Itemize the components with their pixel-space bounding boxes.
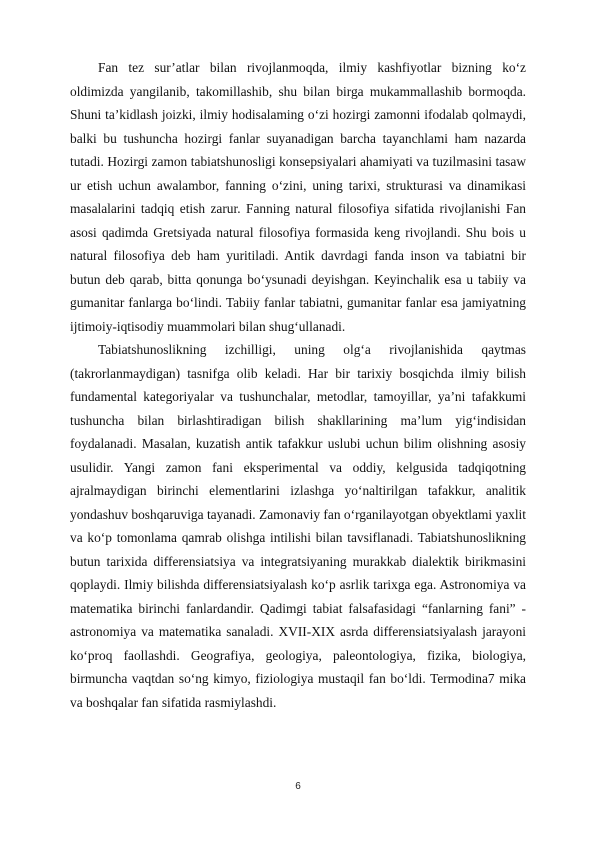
paragraph-2: Tabiatshunoslikning izchilligi, uning olg‘a rivojlanishida qaytmas (takrorlanmaydigan) tasnifga olib keladi. Har bir tarixiy bosqichda ilmiy bilish fundamental kategoriyalar va tushunchalar, metodlar, tamoyillar, ya’ni tafakkumi tushuncha bilan birlashtiradigan bilish shakllarining ma’lum yig‘indisidan foydalanadi. Masalan, kuzatish antik tafakkur uslubi uchun bilim olishning asosiy usulidir. Yangi zamon fani eksperimental va oddiy, kelgusida tadqiqotning ajralmaydigan birinchi elementlarini izlashga yo‘naltirilgan tafakkur, analitik yondashuv boshqaruviga tayanadi. Zamonaviy fan o‘rganilayotgan obyektlami yaxlit va ko‘p tomonlama qamrab olishga intilishi bilan tavsiflanadi. Tabiatshunoslikning butun tarixida differensiatsiya va integratsiyaning murakkab dialektik birikmasini qoplaydi. Ilmiy bilishda differensiatsiyalash ko‘p asrlik tarixga ega. Astronomiya va matematika birinchi fanlardandir. Qadimgi tabiat falsafasidagi “fanlarning fani” - astronomiya va matematika sanaladi. XVII-XIX asrda differensiatsiyalash jarayoni ko‘proq faollashdi. Geografiya, geologiya, paleontologiya, fizika, biologiya, birmuncha vaqtdan so‘ng kimyo, fiziologiya mustaqil fan bo‘ldi. Termodina7 mika va boshqalar fan sifatida rasmiylashdi. [70, 342, 526, 710]
paragraph-1: Fan tez sur’atlar bilan rivojlanmoqda, ilmiy kashfiyotlar bizning ko‘z oldimizda yangilanib, takomillashib, shu bilan birga mukammallashib bormoqda. Shuni ta’kidlash joizki, ilmiy hodisalaming o‘zi hozirgi zamonni ifodalab qolmaydi, balki bu tushuncha hozirgi fanlar suyanadigan barcha tayanchlami ham nazarda tutadi. Hozirgi zamon tabiatshunosligi konsepsiyalari ahamiyati va tuzilmasini tasaw ur etish uchun awalambor, fanning o‘zini, uning tarixi, strukturasi va dinamikasi masalalarini tadqiq etish zarur. Fanning natural filosofiya sifatida rivojlanishi Fan asosi qadimda Gretsiyada natural filosofiya formasida keng rivojlandi. Shu bois u natural filosofiya deb ham yuritiladi. Antik davrdagi fanda inson va tabiatni bir butun deb qarab, bitta qonunga bo‘ysunadi deyishgan. Keyinchalik esa u tabiiy va gumanitar fanlarga bo‘lindi. Tabiiy fanlar tabiatni, gumanitar fanlar esa jamiyatning ijtimoiy-iqtisodiy muammolari bilan shug‘ullanadi. [70, 60, 526, 334]
page-number: 6 [295, 781, 301, 792]
body-text [70, 56, 526, 714]
